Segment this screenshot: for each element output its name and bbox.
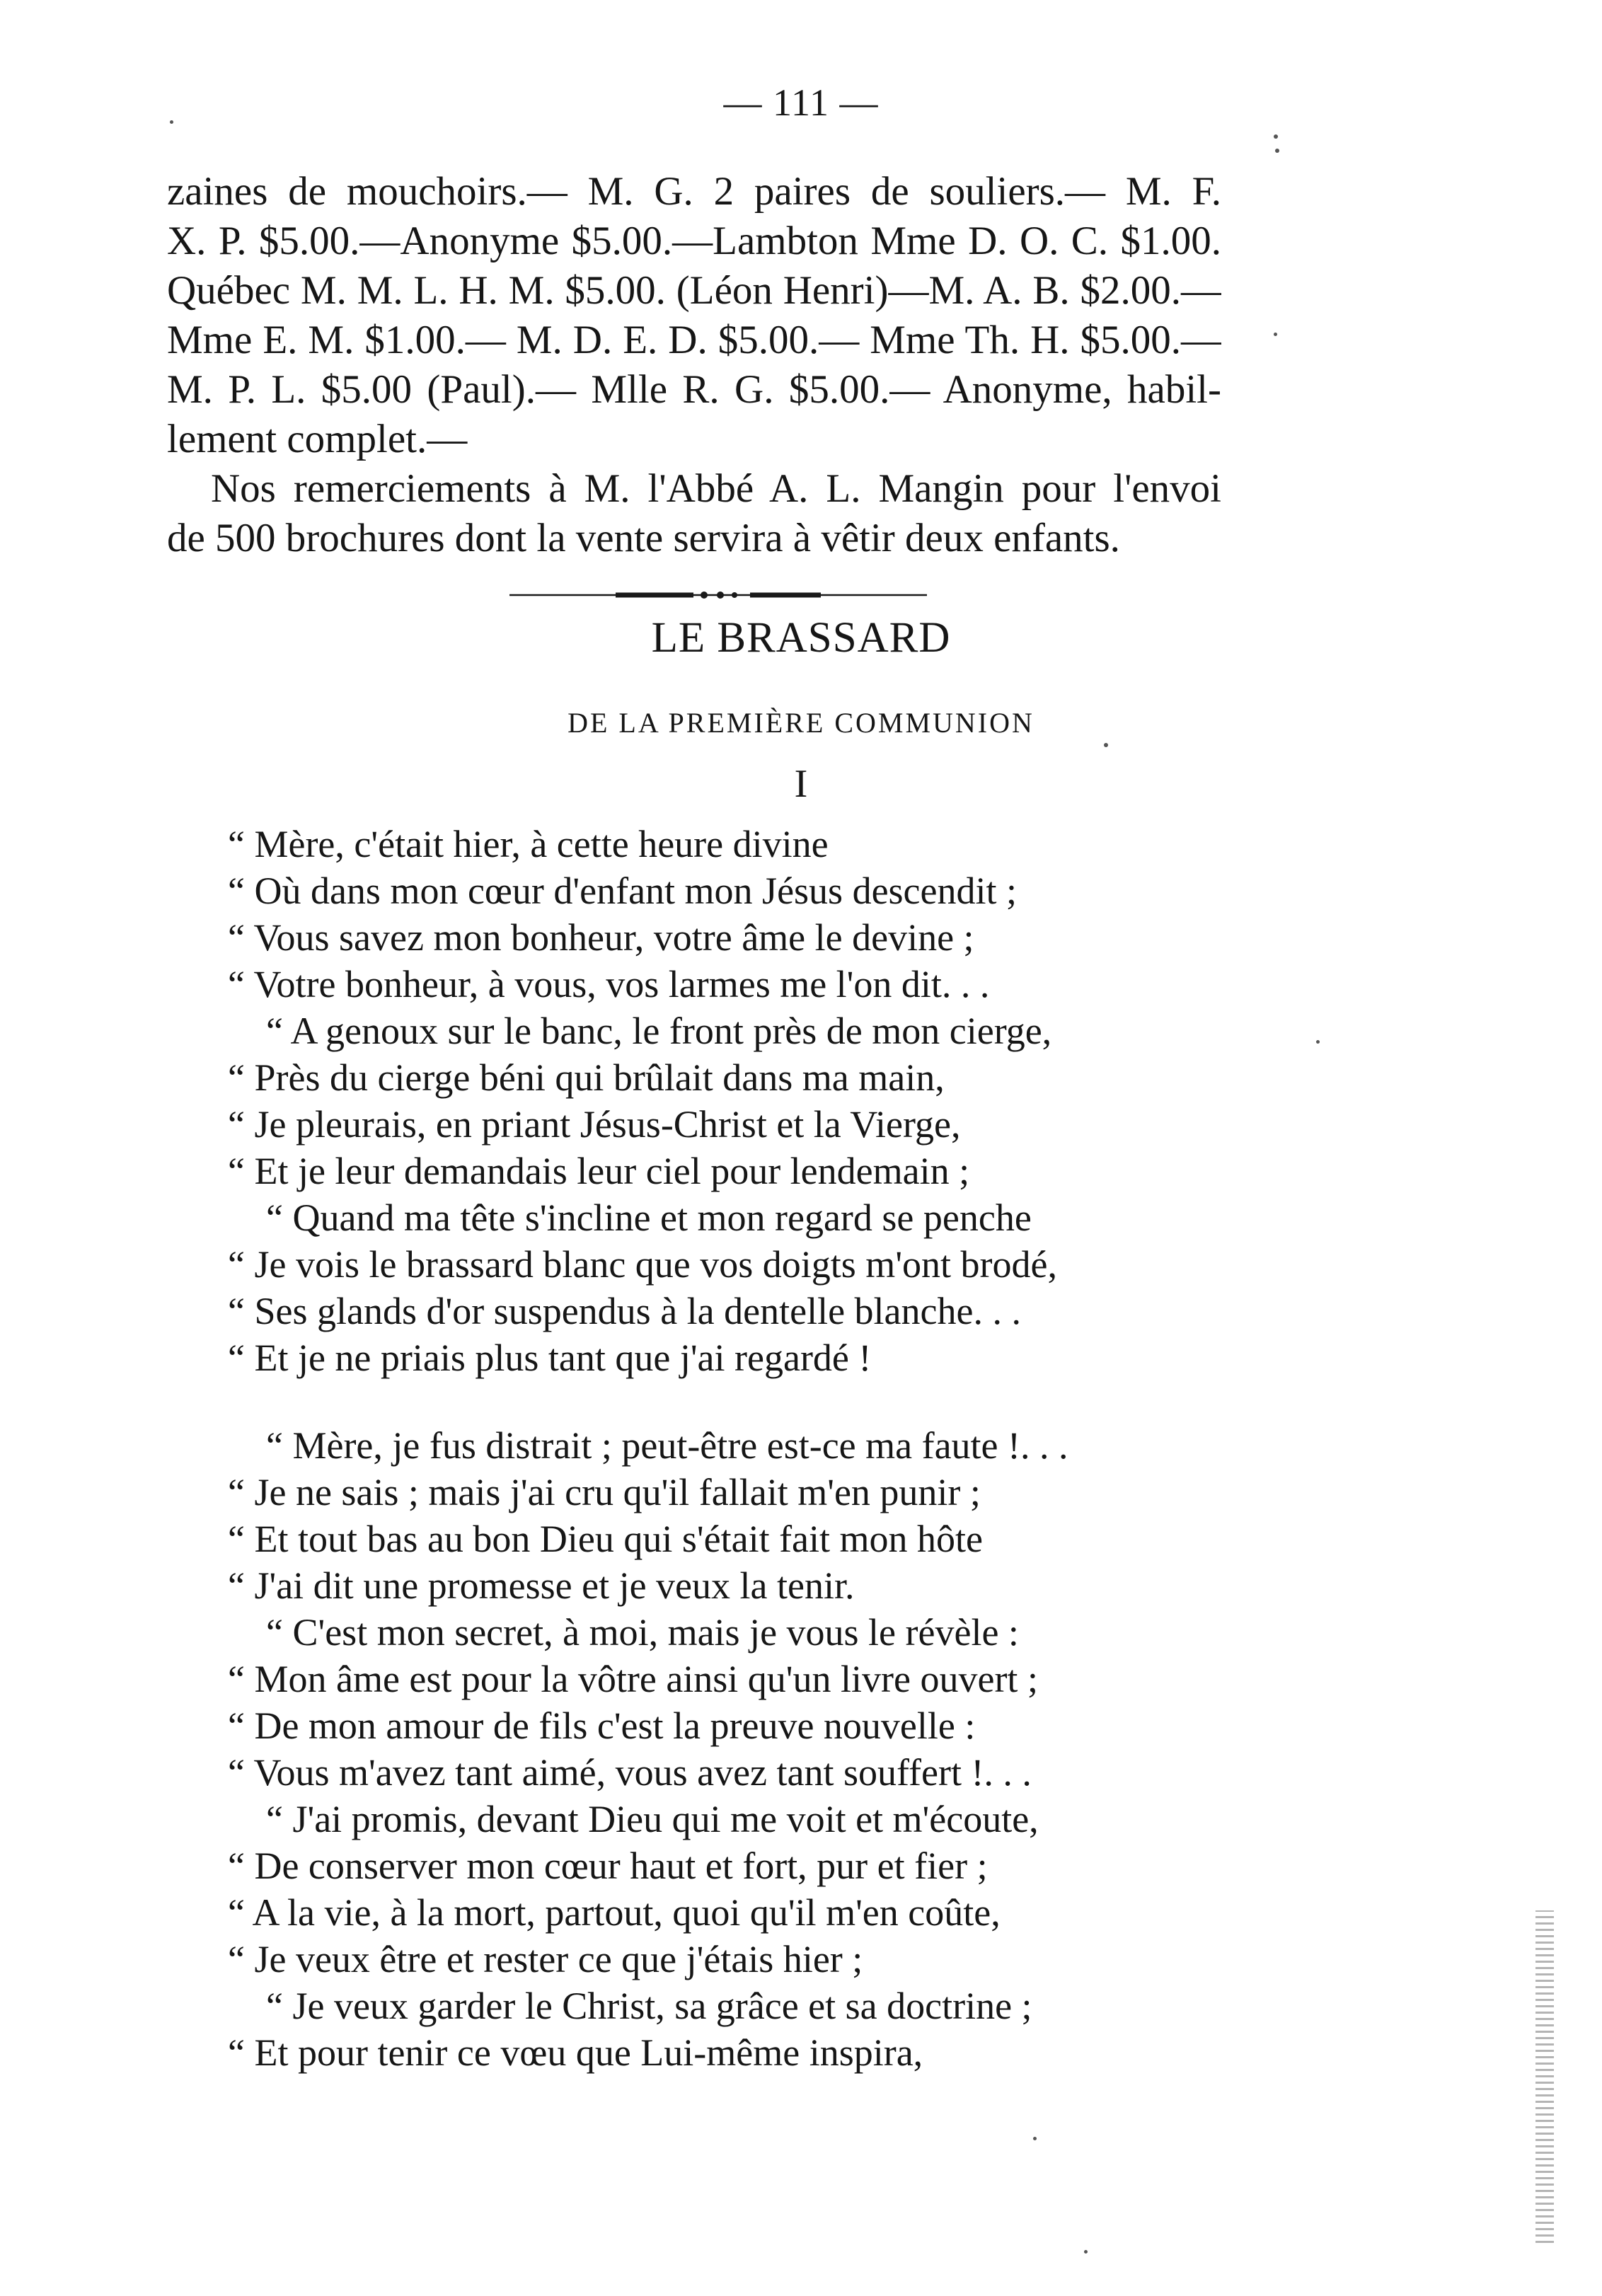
verse-line: “ Votre bonheur, à vous, vos larmes me l'on dit. . .	[228, 963, 990, 1005]
verse-line: “ J'ai dit une promesse et je veux la tenir.	[228, 1564, 855, 1607]
verse-line: “ Mère, c'était hier, à cette heure divine	[228, 823, 829, 865]
verse-line: “ Je veux garder le Christ, sa grâce et sa doctrine ;	[266, 1985, 1032, 2027]
scan-speck	[1084, 2250, 1088, 2254]
poem-subtitle: DE LA PREMIÈRE COMMUNION	[567, 707, 1035, 739]
verse-line: “ Et pour tenir ce vœu que Lui-même inspira,	[228, 2031, 923, 2074]
verse-line: “ Et tout bas au bon Dieu qui s'était fait mon hôte	[228, 1518, 984, 1560]
scan-speck	[170, 120, 173, 124]
verse-line: “ Je ne sais ; mais j'ai cru qu'il fallait m'en punir ;	[228, 1471, 981, 1513]
verse-line: “ De conserver mon cœur haut et fort, pur et fier ;	[228, 1845, 988, 1887]
verse-line: “ A genoux sur le banc, le front près de mon cierge,	[266, 1010, 1052, 1052]
donation-line: X. P. $5.00.—Anonyme $5.00.—Lambton Mme D. O. C. $1.00.	[167, 219, 1221, 263]
section-number: I	[794, 762, 808, 806]
donation-line: lement complet.—	[167, 417, 468, 461]
donation-line: Mme E. M. $1.00.— M. D. E. D. $5.00.— Mme Th. H. $5.00.—	[167, 318, 1221, 362]
scan-edge-noise	[1535, 1910, 1554, 2243]
verse-line: “ Mère, je fus distrait ; peut-être est-ce ma faute !. . .	[266, 1424, 1068, 1467]
poem-stanza-2	[228, 1422, 1233, 2076]
verse-line: “ Près du cierge béni qui brûlait dans ma main,	[228, 1056, 945, 1099]
poem-title: LE BRASSARD	[651, 614, 951, 662]
verse-line: “ C'est mon secret, à moi, mais je vous le révèle :	[266, 1611, 1019, 1654]
verse-line: “ Et je leur demandais leur ciel pour lendemain ;	[228, 1150, 970, 1192]
verse-line: “ Je veux être et rester ce que j'étais hier ;	[228, 1938, 863, 1980]
scan-speck	[1316, 1040, 1320, 1044]
section-divider-ornament	[509, 587, 927, 603]
verse-line: “ Vous savez mon bonheur, votre âme le devine ;	[228, 916, 974, 959]
verse-line: “ A la vie, à la mort, partout, quoi qu'il m'en coûte,	[228, 1891, 1001, 1934]
verse-line: “ J'ai promis, devant Dieu qui me voit et m'écoute,	[266, 1798, 1039, 1840]
scan-speck	[1274, 134, 1278, 139]
verse-line: “ De mon amour de fils c'est la preuve nouvelle :	[228, 1704, 976, 1747]
verse-line: “ Je vois le brassard blanc que vos doigts m'ont brodé,	[228, 1243, 1057, 1286]
poem-stanza-1	[228, 821, 1233, 1381]
donation-line: Québec M. M. L. H. M. $5.00. (Léon Henri)—M. A. B. $2.00.—	[167, 268, 1221, 313]
verse-line: “ Ses glands d'or suspendus à la dentelle blanche. . .	[228, 1290, 1021, 1332]
thanks-line: Nos remerciements à M. l'Abbé A. L. Mangin pour l'envoi	[211, 466, 1221, 511]
verse-line: “ Je pleurais, en priant Jésus-Christ et la Vierge,	[228, 1103, 961, 1146]
verse-line: “ Vous m'avez tant aimé, vous avez tant souffert !. . .	[228, 1751, 1032, 1794]
donation-list	[167, 167, 1221, 563]
scan-speck	[1274, 333, 1277, 336]
verse-line: “ Et je ne priais plus tant que j'ai regardé !	[228, 1337, 872, 1379]
verse-line: “ Où dans mon cœur d'enfant mon Jésus descendit ;	[228, 870, 1017, 912]
page-number: — 111 —	[723, 81, 879, 124]
verse-line: “ Mon âme est pour la vôtre ainsi qu'un livre ouvert ;	[228, 1658, 1038, 1700]
thanks-line: de 500 brochures dont la vente servira à vêtir deux enfants.	[167, 516, 1120, 560]
donation-line: zaines de mouchoirs.— M. G. 2 paires de souliers.— M. F.	[167, 169, 1221, 214]
scan-speck	[1033, 2137, 1037, 2140]
scan-speck	[1275, 149, 1279, 153]
scan-speck	[1104, 743, 1108, 747]
verse-line: “ Quand ma tête s'incline et mon regard se penche	[266, 1196, 1032, 1239]
donation-line: M. P. L. $5.00 (Paul).— Mlle R. G. $5.00.— Anonyme, habil-	[167, 367, 1221, 412]
